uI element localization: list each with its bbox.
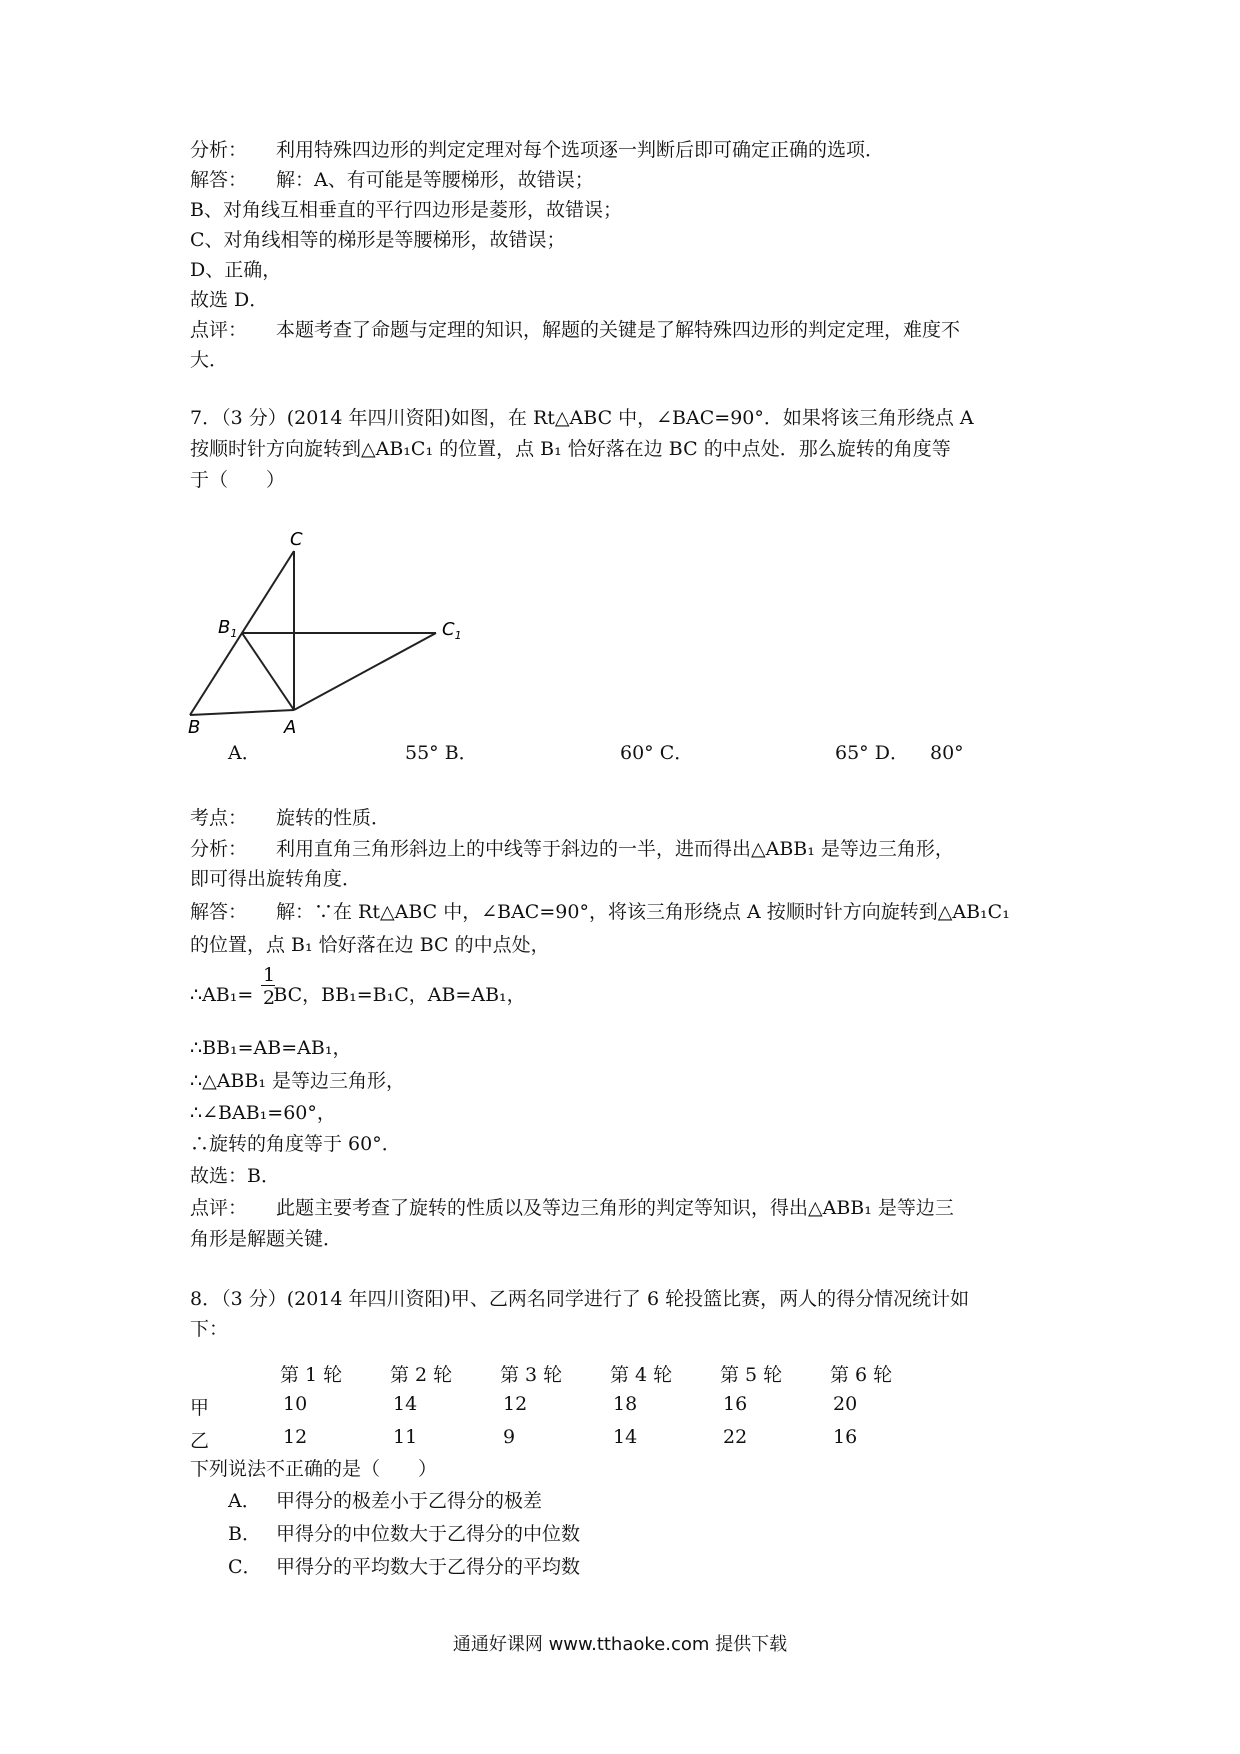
option-letter: A． bbox=[228, 1490, 261, 1512]
q7-analysis bbox=[190, 836, 1060, 862]
row-name: 甲 bbox=[190, 1397, 210, 1419]
label-b1: $B_1$ bbox=[218, 617, 238, 640]
fraction-bar bbox=[261, 985, 275, 986]
q6-answer-line3: C、对角线相等的梯形是等腰梯形，故错误； bbox=[190, 229, 566, 251]
comment-label: 点评： bbox=[190, 319, 248, 341]
option-text: 甲得分的极差小于乙得分的极差 bbox=[276, 1490, 543, 1512]
table-header: 第 1 轮 bbox=[280, 1364, 343, 1386]
q8-option-a bbox=[228, 1488, 1098, 1514]
q7-comment-line2: 角形是解题关键． bbox=[190, 1228, 343, 1250]
table-header: 第 5 轮 bbox=[720, 1364, 783, 1386]
q7-step4: ∴∠BAB₁=60°， bbox=[190, 1102, 336, 1124]
table-cell: 14 bbox=[393, 1393, 418, 1415]
table-cell: 16 bbox=[723, 1393, 748, 1415]
table-cell: 12 bbox=[503, 1393, 528, 1415]
q7-analysis-line2: 即可得出旋转角度． bbox=[190, 868, 362, 890]
answer-text: 解：∵在 Rt△ABC 中，∠BAC=90°，将该三角形绕点 A 按顺时针方向旋转到△AB₁C₁ bbox=[276, 901, 1010, 923]
q6-answer bbox=[190, 167, 1060, 193]
option-text: 甲得分的中位数大于乙得分的中位数 bbox=[276, 1523, 581, 1545]
analysis-text: 利用直角三角形斜边上的中线等于斜边的一半，进而得出△ABB₁ 是等边三角形， bbox=[276, 838, 954, 860]
table-cell: 10 bbox=[283, 1393, 308, 1415]
fraction-numerator: 1 bbox=[263, 964, 276, 986]
q7-step3: ∴△ABB₁ 是等边三角形， bbox=[190, 1070, 406, 1092]
q7-option-a-value-b-letter: 55° B． bbox=[405, 742, 478, 764]
segment-ac1 bbox=[294, 633, 436, 710]
page-footer: 通通好课网 www.tthaoke.com 提供下载 bbox=[452, 1634, 788, 1655]
q7-step2: ∴BB₁=AB=AB₁， bbox=[190, 1037, 352, 1059]
option-letter: C． bbox=[228, 1556, 262, 1578]
q7-stem-line3: 于（ ） bbox=[190, 469, 286, 491]
q7-kaodian bbox=[190, 805, 1060, 831]
table-cell: 14 bbox=[613, 1426, 638, 1448]
table-cell: 9 bbox=[503, 1426, 516, 1448]
q6-analysis bbox=[190, 137, 1060, 163]
q8-question: 下列说法不正确的是（ ） bbox=[190, 1458, 438, 1480]
q6-choose: 故选 D． bbox=[190, 289, 269, 311]
q7-step1 bbox=[190, 982, 1060, 1008]
analysis-text: 利用特殊四边形的判定定理对每个选项逐一判断后即可确定正确的选项． bbox=[276, 139, 885, 161]
q8-stem-line1: 8．（3 分）(2014 年四川资阳)甲、乙两名同学进行了 6 轮投篮比赛，两人的得分情况统计如 bbox=[190, 1288, 970, 1310]
answer-text: 解：A、有可能是等腰梯形，故错误； bbox=[276, 169, 594, 191]
q8-option-b bbox=[228, 1521, 1098, 1547]
q7-figure bbox=[180, 525, 470, 735]
comment-label: 点评： bbox=[190, 1197, 248, 1219]
q7-stem-line1: 7．（3 分）(2014 年四川资阳)如图，在 Rt△ABC 中，∠BAC=90°．如果将该三角形绕点 A bbox=[190, 407, 974, 429]
table-cell: 12 bbox=[283, 1426, 308, 1448]
q7-option-a-letter: A． bbox=[228, 742, 261, 764]
row-name: 乙 bbox=[190, 1430, 210, 1452]
kaodian-label: 考点： bbox=[190, 807, 248, 829]
q6-answer-line2: B、对角线互相垂直的平行四边形是菱形，故错误； bbox=[190, 199, 622, 221]
comment-text: 本题考查了命题与定理的知识，解题的关键是了解特殊四边形的判定定理，难度不 bbox=[276, 319, 961, 341]
q7-option-d-value: 80° bbox=[930, 742, 964, 764]
analysis-label: 分析： bbox=[190, 838, 248, 860]
table-cell: 11 bbox=[393, 1426, 418, 1448]
label-b: B bbox=[188, 717, 201, 735]
q7-answer bbox=[190, 899, 1060, 925]
option-text: 甲得分的平均数大于乙得分的平均数 bbox=[276, 1556, 581, 1578]
step1-prefix: ∴AB₁= bbox=[190, 984, 254, 1006]
segment-ba bbox=[190, 710, 294, 715]
q6-comment-line2: 大． bbox=[190, 349, 229, 371]
label-c1: $C_1$ bbox=[442, 619, 462, 642]
comment-text: 此题主要考查了旋转的性质以及等边三角形的判定等知识，得出△ABB₁ 是等边三 bbox=[276, 1197, 954, 1219]
table-cell: 20 bbox=[833, 1393, 858, 1415]
table-cell: 22 bbox=[723, 1426, 748, 1448]
q6-answer-line4: D、正确， bbox=[190, 259, 282, 281]
q8-stem-line2: 下： bbox=[190, 1318, 229, 1340]
table-header: 第 3 轮 bbox=[500, 1364, 563, 1386]
step1-rest: BC，BB₁=B₁C，AB=AB₁， bbox=[273, 984, 526, 1006]
segment-b1a bbox=[242, 633, 294, 710]
q8-option-c bbox=[228, 1554, 1098, 1580]
q7-option-c-value-d-letter: 65° D． bbox=[835, 742, 909, 764]
table-cell: 18 bbox=[613, 1393, 638, 1415]
q6-comment bbox=[190, 317, 1060, 343]
label-a: A bbox=[284, 717, 297, 735]
analysis-label: 分析： bbox=[190, 139, 248, 161]
answer-label: 解答： bbox=[190, 169, 248, 191]
table-header: 第 4 轮 bbox=[610, 1364, 673, 1386]
q7-answer-line2: 的位置，点 B₁ 恰好落在边 BC 的中点处， bbox=[190, 934, 550, 956]
option-letter: B． bbox=[228, 1523, 261, 1545]
label-c: C bbox=[290, 529, 303, 550]
q7-step5: ∴旋转的角度等于 60°． bbox=[190, 1133, 401, 1155]
q7-comment bbox=[190, 1195, 1060, 1221]
kaodian-text: 旋转的性质． bbox=[276, 807, 391, 829]
q7-stem-line2: 按顺时针方向旋转到△AB₁C₁ 的位置，点 B₁ 恰好落在边 BC 的中点处．那么旋转的角度等 bbox=[190, 438, 951, 460]
table-cell: 16 bbox=[833, 1426, 858, 1448]
fraction-denominator: 2 bbox=[263, 987, 276, 1009]
answer-label: 解答： bbox=[190, 901, 248, 923]
q7-option-b-value-c-letter: 60° C． bbox=[620, 742, 694, 764]
table-header: 第 2 轮 bbox=[390, 1364, 453, 1386]
q7-choose: 故选：B． bbox=[190, 1165, 280, 1187]
table-header: 第 6 轮 bbox=[830, 1364, 893, 1386]
